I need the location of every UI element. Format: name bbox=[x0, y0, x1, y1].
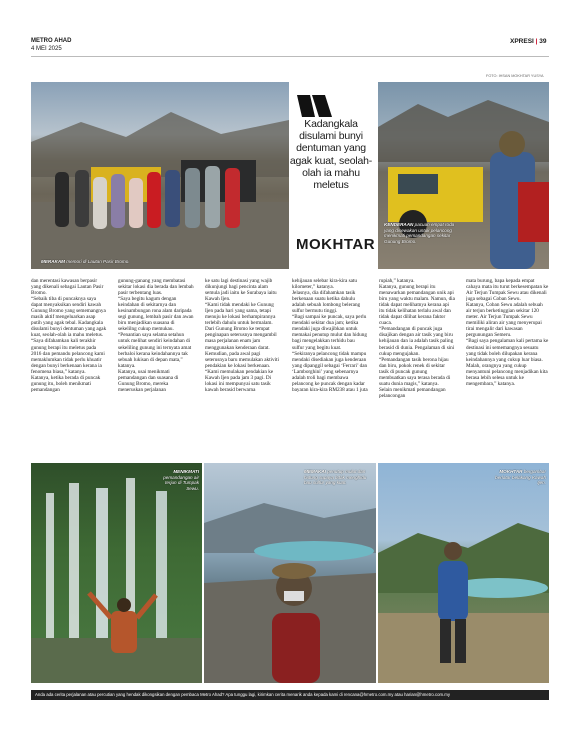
header-rule bbox=[31, 56, 549, 57]
submission-footer-bar: Anda ada cerita perjalanan atau percutian yang hendak dikongsikan dengan pembaca Metro Ahad? Apa tunggu lagi, kirimkan cerita menarik anda kepada kami di rencana@hmetro.com.my atau harian@hmetro.com.my bbox=[31, 690, 549, 700]
crater-illustration bbox=[204, 463, 376, 683]
ijen-photo bbox=[378, 463, 549, 683]
waterfall-photo bbox=[31, 463, 202, 683]
article-column-3: ke satu lagi destinasi yang wajib dikunjungi bagi pencinta alam semula jadi iaitu ke Surabaya iaitu Kawah Ijen. “Kami tidak mendaki ke Gunung Ijen pada hari yang sama, tetapi menuju ke lokasi berhampirannya terlebih dahulu untuk bermalam. Dari Gunung Bromo ke tempat penginapan seterusnya mengambil masa perjalanan enam jam menggunakan kenderaan darat. Kemudian, pada awal pagi seterusnya baru memulakan aktiviti pendakian ke lokasi berkenaan. “Kami memulakan pendakian ke Kawah Ijen pada jam 3 pagi. Di lokasi ini mempunyai satu tasik kawah berasid berwarna bbox=[205, 278, 279, 393]
caption-main bbox=[41, 259, 130, 265]
ijen-illustration bbox=[378, 463, 549, 683]
section-divider: | bbox=[535, 38, 538, 45]
caption-ijen-lead: MOKHTAR bbox=[499, 469, 523, 474]
caption-ijen-text: bergambar berlatar belakang Kawah Ijen. bbox=[495, 469, 546, 486]
page-number: 39 bbox=[539, 38, 547, 45]
group-photo-illustration bbox=[31, 82, 289, 269]
photo-credit: FOTO: IHSAN MOKHTAR YUSYA bbox=[486, 74, 544, 78]
crater-photo bbox=[204, 463, 376, 683]
article-column-6: mata burung, bapa kepada empat cahaya mata itu turut berkesempatan ke Air Terjun Tumpak Sewu atau dikenali juga sebagai Coban Sewu. Katanya, Coban Sewu adalah sebuah air terjun berketinggian sekitar 120 meter. Air Terjun Tumpak Sewu memiliki aliran air yang menyerupai tirai mengalir dari kawasan pergunungan Semeru. “Bagi saya pengalaman kali pertama ke destinasi ini sememangnya sesuatu yang tidak boleh dilupakan kerana keindahannya yang cukup luar biasa. Malah, orangnya yang cukup menyantuni pelancong menjadikan kita berasa lebih selesa untuk ke mengembara,” katanya. bbox=[466, 278, 549, 387]
caption-main-text: memori di Lautan Pasir Bromo. bbox=[65, 259, 130, 264]
publication-name: METRO AHAD bbox=[31, 38, 72, 44]
caption-right-top bbox=[384, 222, 462, 244]
section-name bbox=[510, 38, 547, 45]
quote-mark-icon bbox=[297, 95, 333, 117]
caption-ijen bbox=[488, 469, 546, 486]
pull-quote-text: Kadangkala disulami bunyi dentuman yang agak kuat, seolah-olah ia mahu meletus bbox=[289, 118, 373, 192]
group-photo-bromo bbox=[31, 82, 289, 269]
caption-right-top-text: pacuan empat roda yang disewakan untuk pelancong menikmati pemandangan sekitar Gunung Bromo. bbox=[384, 222, 455, 244]
waterfall-illustration bbox=[31, 463, 202, 683]
caption-waterfall-text: pemandangan air terjun di Tumpak Sewu. bbox=[163, 474, 199, 491]
jeep-photo-bromo bbox=[378, 82, 549, 269]
article-column-1: dan merentasi kawasan berpasir yang dikenali sebagai Lautan Pasir Bromo. “Sebaik tiba di puncaknya saya dapat menyaksikan sendiri kawah Gunung Bromo yang sememangnya masih aktif mengeluarkan asap putih yang agak tebal. Kadangkala disulami bunyi dentuman yang agak kuat, seolah-olah ia mahu meletus. “Saya difahamkan kali terakhir gunung berapi itu meletus pada 2016 dan pemandu pelancong kami memaklumkan tidak perlu khuatir dengan bunyi berkenaan kerana ia fenomena biasa,” katanya. Katanya, ketika berada di puncak gunung itu, boleh menikmati pemandangan bbox=[31, 278, 107, 393]
article-column-4: kehijauan selebar kira-kira satu kilometer,” katanya. Jelasnya, dia difahamkan tasik berkenaan suatu ketika dahulu adalah sebuah lombong belerang sulfur bermutu tinggi. “Bagi sampai ke puncak, saya perlu mendaki sekitar dua jam; ketika mendaki juga diwajibkan untuk memakai penutup mulut dan hidung bagi mengelakkan terhidu bau sulfur yang begitu kuat. “Sekiranya pelancong tidak mampu mendaki disediakan juga kenderaan yang dipanggil sebagai ‘Ferrari’ dan ‘Lamborghini’ yang sebenarnya adalah troli bagi membawa pelancong ke puncak dengan kadar bayaran kira-kira RM238 atau 1 juta bbox=[292, 278, 368, 393]
pull-quote-attribution: MOKHTAR bbox=[296, 236, 376, 253]
caption-crater-lead: MEMAKAI bbox=[304, 469, 326, 474]
article-column-2: gunung-ganang yang membatasi sekitar lokasi dia berada dan lembah pasir terbentang luas. “Saya begitu kagum dengan keindahan di sekitarnya dan kesinambungan rona alam daripada segi gunung, lembah pasir dan awan biru menjadikan suasana di sekelilng cukup memukau. “Penantian saya selama setahun untuk melihat sendiri keindahan di sekeliling gunung ini ternyata amat berbaloi kerana keindahannya tak sebuah lukisan di depan mata,” katanya. Katanya, usai menikmati pemandangan dan suasana di Gunung Bromo, mereka meneruskan perjalanan bbox=[118, 278, 194, 393]
caption-crater bbox=[304, 469, 374, 486]
caption-right-top-lead: KENDERAAN bbox=[384, 222, 414, 227]
article-column-5: rupiah,” katanya. Katanya, gunung berapi itu menawarkan pemandangan unik api biru yang waktu malam. Namun, dia tidak dapat melihatnya kerana api itu tidak kelihatan terlalu awal dan tidak dapat dilihat kerana faktor cuaca. “Pemandangan di puncak juga disajikan dengan air tasik yang biru kehijauan dan ia adalah tasik paling berasid di dunia. Pengalaman di sini cukup mengujakan. “Pemandangan tasik berona hijau dan biru, pokok renek di sekitar tasik di puncak gunung membuatkan saya terasa berada di suatu dunia magis,” katanya. Selain menikmati pemandangan pelancongan bbox=[379, 278, 455, 399]
section-label: XPRESI bbox=[510, 38, 534, 45]
caption-waterfall-lead: MENIKMATI bbox=[173, 469, 199, 474]
publication-date: 4 MEI 2025 bbox=[31, 46, 62, 52]
caption-waterfall bbox=[159, 469, 199, 491]
caption-main-lead: MERAKAM bbox=[41, 259, 65, 264]
caption-crater-text: penutup mulut dan hidung supaya tidak menghidu bau sulfur yang kuat. bbox=[304, 469, 367, 486]
